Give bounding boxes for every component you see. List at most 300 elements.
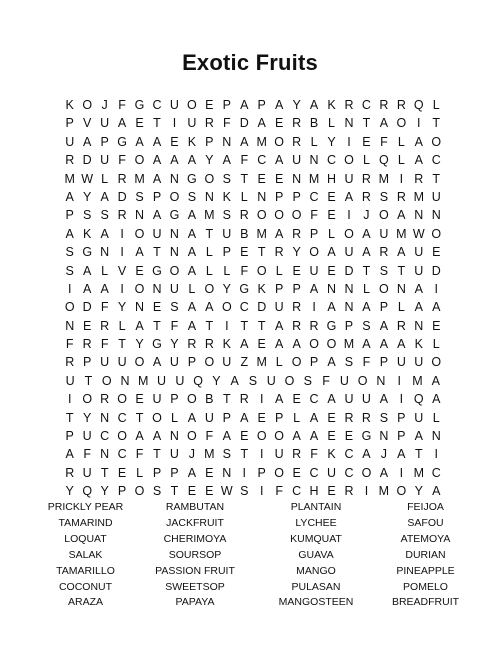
grid-letter: T	[240, 171, 249, 186]
grid-letter: U	[431, 189, 441, 204]
grid-row	[61, 372, 445, 390]
grid-letter: A	[240, 337, 249, 352]
grid-letter: F	[100, 300, 109, 315]
grid-letter: L	[170, 410, 178, 425]
grid-letter: O	[431, 226, 442, 241]
grid-letter: A	[379, 116, 389, 131]
grid-letter: N	[309, 153, 319, 168]
grid-letter: Y	[170, 337, 179, 352]
grid-letter: O	[169, 189, 180, 204]
grid-letter: O	[204, 355, 215, 370]
grid-letter: A	[274, 98, 284, 112]
grid-letter: F	[275, 484, 283, 499]
grid-row	[61, 114, 445, 132]
grid-letter: U	[292, 153, 302, 168]
grid-letter: C	[309, 465, 319, 480]
grid-row	[61, 280, 445, 298]
word-list-item: LYCHEE	[295, 516, 337, 529]
grid-letter: M	[378, 171, 390, 186]
word-list-item: CHERIMOYA	[163, 532, 227, 545]
grid-letter: Y	[117, 300, 127, 315]
grid-letter: A	[431, 373, 440, 388]
grid-row	[61, 317, 445, 335]
grid-letter: M	[256, 355, 267, 370]
word-list-item: POMELO	[403, 580, 448, 593]
grid-letter: A	[187, 153, 197, 168]
grid-letter: M	[138, 373, 149, 388]
grid-letter: N	[327, 281, 337, 296]
grid-letter: A	[83, 281, 92, 296]
grid-letter: A	[187, 410, 197, 425]
word-list-item: PAPAYA	[175, 596, 215, 609]
grid-letter: L	[362, 281, 370, 296]
grid-letter: Q	[379, 153, 389, 168]
grid-letter: A	[397, 245, 406, 260]
grid-letter: A	[257, 116, 266, 131]
grid-letter: A	[187, 263, 197, 278]
grid-letter: C	[361, 98, 371, 112]
grid-letter: O	[326, 337, 337, 352]
grid-letter: S	[240, 484, 249, 499]
grid-letter: N	[204, 189, 214, 204]
grid-letter: D	[82, 300, 92, 315]
grid-letter: P	[152, 189, 162, 204]
grid-letter: A	[100, 189, 109, 204]
grid-letter: S	[222, 171, 231, 186]
grid-letter: O	[204, 171, 215, 186]
grid-letter: O	[284, 373, 295, 388]
word-column	[36, 500, 135, 611]
grid-letter: U	[379, 226, 389, 241]
grid-letter: U	[152, 392, 162, 407]
grid-letter: E	[327, 208, 336, 223]
grid-letter: K	[83, 226, 92, 241]
grid-letter: M	[413, 189, 424, 204]
grid-letter: U	[327, 465, 337, 480]
grid-letter: E	[327, 189, 336, 204]
grid-letter: D	[431, 263, 441, 278]
grid-letter: O	[274, 429, 285, 444]
word-list-item: SOURSOP	[168, 548, 222, 561]
grid-letter: O	[101, 373, 112, 388]
grid-letter: E	[327, 410, 336, 425]
grid-row	[61, 464, 445, 482]
grid-letter: O	[431, 355, 442, 370]
grid-letter: N	[135, 300, 145, 315]
grid-letter: S	[344, 355, 354, 370]
grid-letter: S	[170, 300, 179, 315]
grid-letter: A	[327, 392, 336, 407]
word-list-item: SWEETSOP	[165, 580, 225, 593]
grid-letter: R	[361, 189, 371, 204]
grid-letter: U	[222, 226, 232, 241]
grid-letter: O	[134, 153, 145, 168]
grid-letter: P	[274, 281, 284, 296]
grid-letter: P	[205, 134, 214, 149]
grid-letter: A	[135, 134, 144, 149]
grid-letter: M	[412, 373, 423, 388]
grid-letter: G	[134, 98, 145, 112]
grid-letter: P	[152, 465, 162, 480]
grid-letter: K	[187, 134, 197, 149]
grid-letter: T	[153, 116, 161, 131]
word-list-item: DURIAN	[405, 548, 446, 561]
word-list-item: MANGO	[296, 564, 336, 577]
grid-letter: R	[204, 116, 214, 131]
grid-letter: Z	[240, 355, 249, 370]
grid-letter: P	[170, 465, 179, 480]
grid-letter: N	[376, 373, 386, 388]
grid-letter: I	[120, 226, 124, 241]
grid-letter: I	[399, 171, 404, 186]
grid-letter: P	[292, 281, 301, 296]
grid-letter: D	[82, 153, 92, 168]
grid-letter: U	[396, 355, 406, 370]
grid-letter: L	[362, 153, 370, 168]
grid-letter: M	[413, 465, 424, 480]
grid-letter: E	[240, 245, 249, 260]
grid-letter: G	[239, 281, 250, 296]
grid-letter: S	[135, 189, 144, 204]
grid-letter: Y	[327, 134, 336, 149]
grid-letter: O	[274, 134, 285, 149]
grid-letter: O	[134, 281, 145, 296]
word-list-item: RAMBUTAN	[165, 501, 225, 513]
grid-letter: M	[396, 226, 407, 241]
grid-row	[61, 427, 445, 445]
grid-letter: L	[136, 465, 144, 480]
grid-letter: S	[248, 373, 258, 388]
grid-letter: N	[396, 281, 406, 296]
grid-letter: F	[222, 116, 231, 131]
grid-letter: A	[397, 208, 406, 223]
grid-letter: L	[328, 226, 335, 241]
grid-letter: E	[327, 484, 336, 499]
grid-letter: I	[434, 447, 438, 462]
grid-letter: A	[274, 226, 284, 241]
word-list-item: PASSION FRUIT	[155, 564, 235, 577]
grid-letter: U	[187, 116, 197, 131]
grid-letter: N	[100, 245, 110, 260]
grid-letter: I	[399, 465, 404, 480]
grid-letter: I	[120, 281, 124, 296]
grid-letter: Y	[292, 245, 301, 260]
grid-letter: I	[397, 373, 401, 388]
grid-letter: U	[117, 355, 127, 370]
grid-letter: A	[432, 484, 441, 499]
grid-letter: O	[169, 263, 180, 278]
grid-letter: N	[379, 429, 389, 444]
word-list-item: PRICKLY PEAR	[47, 501, 124, 513]
grid-letter: O	[396, 116, 407, 131]
grid-letter: T	[257, 318, 266, 333]
grid-letter: U	[414, 410, 424, 425]
grid-letter: G	[82, 245, 93, 260]
grid-letter: A	[414, 300, 423, 315]
word-list-item: BREADFRUIT	[391, 596, 460, 609]
grid-letter: L	[397, 134, 405, 149]
word-list-item: ARAZA	[67, 596, 103, 609]
grid-letter: A	[152, 134, 162, 149]
word-list-item: KUMQUAT	[290, 532, 342, 545]
grid-letter: P	[257, 465, 266, 480]
grid-letter: A	[292, 337, 301, 352]
grid-letter: R	[117, 171, 127, 186]
grid-letter: A	[274, 392, 284, 407]
grid-letter: M	[204, 447, 215, 462]
grid-letter: A	[309, 410, 319, 425]
grid-letter: S	[379, 410, 389, 425]
word-list-item: PLANTAIN	[290, 501, 342, 513]
grid-letter: N	[292, 171, 302, 186]
grid-letter: P	[222, 245, 231, 260]
grid-letter: P	[397, 410, 406, 425]
grid-letter: N	[222, 134, 232, 149]
grid-letter: T	[100, 465, 109, 480]
grid-letter: U	[100, 116, 110, 131]
grid-letter: E	[292, 465, 301, 480]
grid-letter: Q	[413, 98, 424, 112]
grid-letter: I	[67, 281, 72, 296]
grid-letter: D	[117, 189, 127, 204]
grid-letter: O	[309, 245, 319, 260]
puzzle-title: Exotic Fruits	[182, 50, 318, 75]
grid-letter: T	[432, 116, 441, 131]
grid-letter: E	[327, 263, 336, 278]
word-list-item: ATEMOYA	[400, 532, 451, 545]
word-list-item: TAMARILLO	[56, 564, 115, 577]
grid-letter: L	[118, 318, 126, 333]
grid-letter: A	[187, 465, 197, 480]
grid-letter: M	[204, 208, 215, 223]
grid-letter: W	[220, 484, 233, 499]
grid-letter: N	[344, 116, 354, 131]
grid-letter: C	[327, 153, 337, 168]
grid-letter: A	[397, 447, 406, 462]
grid-letter: K	[65, 98, 74, 112]
grid-letter: E	[135, 116, 144, 131]
grid-letter: N	[431, 208, 441, 223]
grid-letter: H	[309, 484, 319, 499]
grid-letter: A	[379, 318, 389, 333]
grid-letter: R	[239, 392, 249, 407]
grid-letter: U	[414, 245, 424, 260]
grid-letter: R	[65, 355, 75, 370]
grid-letter: U	[266, 373, 276, 388]
grid-letter: O	[187, 98, 197, 112]
grid-letter: A	[152, 429, 162, 444]
grid-letter: R	[292, 134, 302, 149]
grid-letter: U	[82, 429, 92, 444]
grid-letter: I	[259, 447, 264, 462]
grid-letter: U	[414, 355, 424, 370]
grid-letter: T	[135, 410, 144, 425]
grid-letter: F	[205, 429, 214, 444]
grid-letter: T	[153, 245, 161, 260]
grid-letter: N	[431, 429, 441, 444]
word-list-item: COCONUT	[58, 580, 113, 593]
grid-letter: M	[256, 226, 267, 241]
word-column	[381, 500, 470, 611]
grid-letter: R	[292, 447, 302, 462]
grid-letter: L	[432, 337, 440, 352]
grid-letter: G	[169, 208, 180, 223]
grid-letter: K	[222, 337, 231, 352]
grid-letter: O	[291, 208, 302, 223]
grid-letter: O	[291, 355, 302, 370]
grid-letter: T	[432, 171, 441, 186]
grid-letter: K	[327, 447, 336, 462]
grid-letter: L	[397, 153, 405, 168]
grid-letter: K	[327, 98, 336, 112]
grid-letter: N	[169, 171, 179, 186]
grid-letter: U	[100, 153, 110, 168]
grid-letter: U	[82, 465, 92, 480]
grid-letter: R	[82, 337, 92, 352]
grid-letter: F	[240, 153, 249, 168]
grid-letter: P	[65, 208, 74, 223]
grid-letter: G	[152, 337, 162, 352]
grid-letter: C	[100, 429, 110, 444]
grid-letter: P	[117, 484, 127, 499]
grid-letter: I	[67, 392, 72, 407]
grid-letter: L	[310, 134, 318, 149]
grid-letter: E	[257, 410, 266, 425]
grid-letter: N	[344, 300, 354, 315]
grid-letter: S	[152, 484, 162, 499]
grid-row	[61, 170, 445, 188]
grid-row	[61, 335, 445, 353]
grid-row	[61, 243, 445, 261]
grid-letter: O	[134, 226, 145, 241]
grid-letter: A	[152, 355, 162, 370]
grid-letter: U	[414, 263, 424, 278]
grid-letter: L	[101, 263, 109, 278]
grid-letter: L	[223, 263, 231, 278]
word-list-item: PULASAN	[291, 580, 341, 593]
grid-letter: O	[204, 281, 215, 296]
grid-letter: A	[135, 429, 144, 444]
grid-letter: F	[118, 98, 126, 112]
grid-letter: M	[343, 337, 355, 352]
grid-letter: T	[153, 447, 161, 462]
grid-letter: I	[364, 484, 369, 499]
grid-letter: P	[344, 318, 354, 333]
grid-letter: P	[222, 410, 231, 425]
grid-letter: A	[187, 300, 197, 315]
grid-letter: I	[259, 484, 264, 499]
grid-letter: E	[205, 484, 214, 499]
grid-letter: A	[397, 337, 406, 352]
grid-letter: O	[82, 392, 93, 407]
grid-letter: O	[152, 410, 162, 425]
grid-letter: A	[135, 318, 144, 333]
grid-letter: C	[117, 410, 127, 425]
grid-letter: A	[117, 116, 127, 131]
grid-letter: U	[65, 134, 75, 149]
grid-letter: A	[292, 429, 301, 444]
grid-letter: R	[396, 98, 406, 112]
grid-letter: A	[379, 337, 389, 352]
grid-letter: E	[257, 337, 266, 352]
grid-letter: O	[379, 208, 389, 223]
grid-letter: R	[274, 245, 284, 260]
grid-letter: R	[65, 465, 75, 480]
grid-letter: E	[135, 392, 144, 407]
word-list-item: JACKFRUIT	[166, 516, 224, 529]
grid-letter: M	[134, 171, 145, 186]
grid-letter: F	[322, 373, 330, 388]
grid-letter: L	[101, 171, 109, 186]
grid-letter: F	[380, 134, 388, 149]
grid-letter: R	[414, 171, 424, 186]
grid-row	[61, 298, 445, 316]
grid-letter: A	[152, 153, 162, 168]
grid-letter: E	[205, 465, 214, 480]
grid-letter: D	[257, 300, 267, 315]
grid-letter: P	[292, 189, 301, 204]
grid-letter: S	[65, 245, 74, 260]
grid-letter: A	[344, 189, 354, 204]
grid-letter: S	[379, 189, 389, 204]
word-list	[40, 500, 460, 611]
grid-letter: V	[117, 263, 127, 278]
grid-letter: R	[292, 300, 302, 315]
grid-letter: B	[240, 226, 249, 241]
grid-letter: Y	[222, 281, 231, 296]
grid-letter: A	[187, 245, 197, 260]
grid-letter: A	[362, 447, 371, 462]
grid-letter: T	[414, 447, 423, 462]
grid-letter: O	[117, 429, 127, 444]
grid-letter: C	[257, 153, 267, 168]
grid-letter: N	[120, 373, 130, 388]
grid-letter: R	[239, 208, 249, 223]
grid-row	[61, 262, 445, 280]
grid-letter: I	[312, 300, 316, 315]
grid-letter: S	[362, 318, 371, 333]
grid-letter: Y	[212, 373, 221, 388]
grid-letter: A	[414, 153, 423, 168]
grid-letter: O	[274, 208, 285, 223]
grid-letter: R	[117, 208, 127, 223]
grid-letter: T	[84, 373, 93, 388]
grid-letter: O	[396, 484, 407, 499]
grid-letter: F	[83, 447, 91, 462]
grid-letter: O	[274, 465, 285, 480]
grid-letter: O	[357, 373, 368, 388]
grid-letter: J	[363, 208, 370, 223]
grid-letter: P	[309, 355, 319, 370]
grid-letter: C	[431, 153, 441, 168]
grid-letter: I	[242, 465, 246, 480]
word-column	[135, 500, 255, 611]
grid-letter: A	[187, 226, 197, 241]
grid-letter: A	[187, 208, 197, 223]
grid-letter: A	[309, 429, 319, 444]
grid-letter: N	[169, 226, 179, 241]
grid-row	[61, 482, 445, 500]
grid-letter: N	[169, 429, 179, 444]
grid-letter: A	[240, 410, 249, 425]
grid-letter: P	[222, 98, 231, 112]
grid-letter: I	[434, 281, 438, 296]
grid-letter: A	[362, 245, 371, 260]
grid-letter: M	[378, 484, 390, 499]
grid-letter: U	[65, 373, 75, 388]
grid-letter: S	[379, 263, 389, 278]
grid-letter: U	[169, 98, 179, 112]
